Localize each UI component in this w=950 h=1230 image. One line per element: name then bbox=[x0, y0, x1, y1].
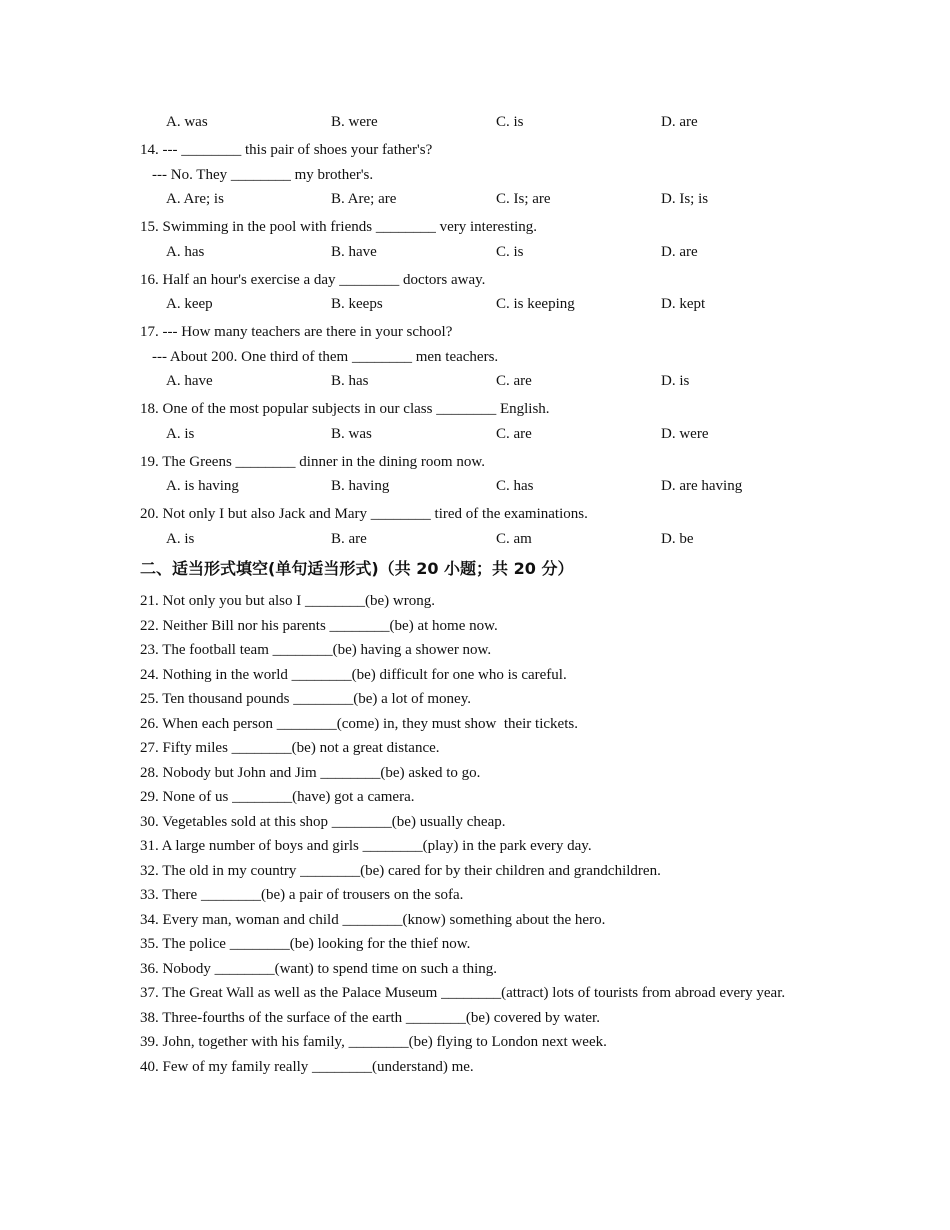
option-b: B. having bbox=[331, 478, 390, 494]
option-c: C. is bbox=[496, 243, 524, 260]
option-b: B. were bbox=[331, 114, 378, 130]
option-c: C. has bbox=[496, 478, 534, 494]
option-d: D. were bbox=[661, 425, 709, 442]
question-20 bbox=[140, 502, 830, 551]
fill-item: 37. The Great Wall as well as the Palace Museum ________(attract) lots of tourists from abroad every year. bbox=[140, 985, 786, 1001]
option-c: C. is keeping bbox=[496, 296, 575, 312]
question-stem: 14. --- ________ this pair of shoes your father's? bbox=[140, 142, 433, 158]
option-b: B. Are; are bbox=[331, 191, 397, 207]
option-d: D. are having bbox=[661, 478, 743, 494]
option-a: A. is bbox=[166, 425, 195, 442]
fill-item: 28. Nobody but John and Jim ________(be) asked to go. bbox=[140, 764, 481, 781]
fill-item: 24. Nothing in the world ________(be) difficult for one who is careful. bbox=[140, 666, 567, 683]
worksheet-page bbox=[140, 110, 830, 1079]
answer-options bbox=[140, 422, 830, 447]
fill-item: 21. Not only you but also I ________(be) wrong. bbox=[140, 593, 435, 609]
option-b: B. have bbox=[331, 243, 377, 260]
section-2-title: 二、适当形式填空(单句适当形式)（共 20 小题；共 20 分） bbox=[140, 559, 574, 578]
fill-item: 26. When each person ________(come) in, they must show their tickets. bbox=[140, 715, 578, 732]
option-c: C. am bbox=[496, 530, 532, 547]
option-d: D. kept bbox=[661, 296, 706, 312]
question-stem: 16. Half an hour's exercise a day ________ doctors away. bbox=[140, 271, 486, 288]
option-d: D. are bbox=[661, 114, 698, 130]
fill-item: 30. Vegetables sold at this shop ________(be) usually cheap. bbox=[140, 813, 506, 830]
option-c: C. are bbox=[496, 373, 532, 389]
option-a: A. is having bbox=[166, 478, 239, 494]
option-a: A. has bbox=[166, 243, 205, 260]
answer-options bbox=[140, 187, 830, 212]
fill-item: 29. None of us ________(have) got a camera. bbox=[140, 789, 415, 805]
fill-in-list bbox=[140, 589, 830, 1079]
question-stem: 17. --- How many teachers are there in your school? bbox=[140, 324, 453, 340]
question-16 bbox=[140, 268, 830, 317]
option-a: A. Are; is bbox=[166, 191, 224, 207]
question-17 bbox=[140, 320, 830, 394]
option-d: D. are bbox=[661, 243, 698, 260]
question-18 bbox=[140, 397, 830, 446]
fill-item: 23. The football team ________(be) having a shower now. bbox=[140, 642, 492, 658]
fill-item: 38. Three-fourths of the surface of the earth ________(be) covered by water. bbox=[140, 1009, 600, 1026]
question-response: --- About 200. One third of them ________ men teachers. bbox=[152, 348, 499, 365]
option-c: C. Is; are bbox=[496, 191, 551, 207]
q13-options bbox=[140, 110, 830, 135]
option-d: D. is bbox=[661, 373, 690, 389]
fill-item: 22. Neither Bill nor his parents ________(be) at home now. bbox=[140, 617, 498, 634]
option-b: B. has bbox=[331, 373, 369, 389]
option-a: A. was bbox=[166, 114, 208, 130]
option-d: D. be bbox=[661, 530, 694, 547]
answer-options bbox=[140, 474, 830, 499]
option-d: D. Is; is bbox=[661, 191, 709, 207]
fill-item: 35. The police ________(be) looking for the thief now. bbox=[140, 936, 471, 952]
question-19 bbox=[140, 450, 830, 499]
option-b: B. keeps bbox=[331, 296, 383, 312]
question-stem: 19. The Greens ________ dinner in the dining room now. bbox=[140, 453, 485, 470]
fill-item: 34. Every man, woman and child ________(know) something about the hero. bbox=[140, 911, 606, 928]
fill-item: 25. Ten thousand pounds ________(be) a lot of money. bbox=[140, 691, 471, 707]
fill-item: 31. A large number of boys and girls ________(play) in the park every day. bbox=[140, 838, 592, 854]
answer-options bbox=[140, 240, 830, 265]
option-a: A. keep bbox=[166, 296, 213, 312]
fill-item: 27. Fifty miles ________(be) not a great distance. bbox=[140, 740, 440, 756]
question-stem: 20. Not only I but also Jack and Mary ________ tired of the examinations. bbox=[140, 506, 588, 522]
question-stem: 18. One of the most popular subjects in our class ________ English. bbox=[140, 401, 550, 417]
fill-item: 33. There ________(be) a pair of trousers on the sofa. bbox=[140, 887, 464, 903]
question-14 bbox=[140, 138, 830, 212]
question-response: --- No. They ________ my brother's. bbox=[152, 166, 374, 183]
option-a: A. have bbox=[166, 373, 213, 389]
question-15 bbox=[140, 215, 830, 264]
answer-options bbox=[140, 292, 830, 317]
option-c: C. are bbox=[496, 425, 532, 442]
question-stem: 15. Swimming in the pool with friends ________ very interesting. bbox=[140, 219, 538, 235]
option-b: B. are bbox=[331, 530, 367, 547]
answer-options bbox=[140, 369, 830, 394]
answer-options bbox=[140, 527, 830, 552]
fill-item: 39. John, together with his family, ________(be) flying to London next week. bbox=[140, 1034, 607, 1050]
fill-item: 32. The old in my country ________(be) cared for by their children and grandchildren. bbox=[140, 862, 661, 879]
option-c: C. is bbox=[496, 114, 524, 130]
fill-item: 36. Nobody ________(want) to spend time on such a thing. bbox=[140, 960, 498, 977]
option-b: B. was bbox=[331, 425, 372, 442]
option-a: A. is bbox=[166, 530, 195, 547]
fill-item: 40. Few of my family really ________(understand) me. bbox=[140, 1058, 474, 1075]
